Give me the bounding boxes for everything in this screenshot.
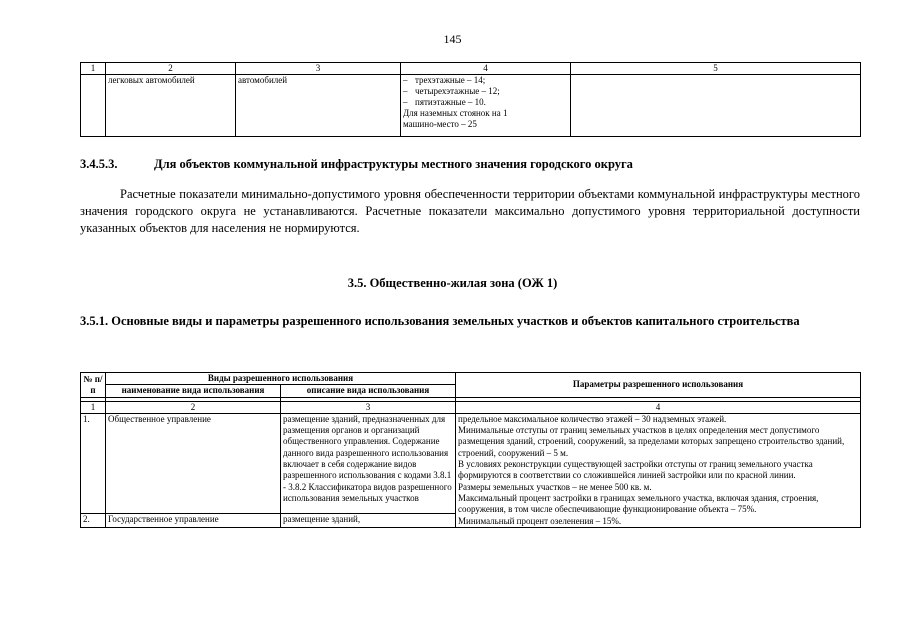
main-table (80, 372, 861, 528)
col-number: 3 (236, 63, 401, 75)
top-table-col-numbers (81, 63, 861, 75)
main-table-col-numbers (81, 401, 861, 413)
col-number: 4 (401, 63, 571, 75)
row-num: 1. (81, 413, 106, 513)
table-row (81, 75, 861, 137)
row-name: Государственное управление (106, 514, 281, 528)
header-types: Виды разрешенного использования (106, 373, 456, 385)
list-item: – четырехэтажные – 12; (403, 86, 500, 96)
param-line: Минимальный процент озеленения – 15%. (458, 515, 622, 526)
table-cell-col2: легковых автомобилей (106, 75, 236, 137)
header-params: Параметры разрешенного использования (456, 373, 861, 398)
table-cell-col4 (401, 75, 571, 137)
section-heading-35: 3.5. Общественно-жилая зона (ОЖ 1) (347, 276, 558, 290)
header-name: наименование вида использования (106, 385, 281, 397)
col-number: 1 (81, 401, 106, 413)
list-item: – трехэтажные – 14; (403, 75, 486, 85)
top-table (80, 62, 861, 137)
col-number: 2 (106, 401, 281, 413)
table-cell-col3: автомобилей (236, 75, 401, 137)
section-heading-3453 (80, 157, 633, 172)
row-description: размещение зданий, (281, 514, 456, 528)
section-number: 3.4.5.3. (80, 157, 118, 171)
header-num: № п/п (81, 373, 106, 398)
param-line: Максимальный процент застройки в границах земельного участка, включая здания, строения, сооружения, в том числе обеспечивающие функционирование объекта – 75%. (458, 492, 819, 515)
table-row (81, 413, 861, 513)
param-line: В условиях реконструкции существующей застройки отступы от границ земельного участка формируются в соответствии со сложившейся линией застройки или по красной линии. (458, 459, 813, 481)
tail-line: машино-место – 25 (403, 119, 477, 129)
param-line: предельное максимальное количество этажей – 30 надземных этажей. (458, 413, 727, 424)
header-description: описание вида использования (281, 385, 456, 397)
row-description: размещение зданий, предназначенных для размещения органов и организаций общественного управления. Содержание данного вида разрешенного использования включает в себя содержание видов разрешенного использования с кодами 3.8.1 - 3.8.2 Классификатора видов разрешенного использования земельных участков (281, 413, 456, 513)
col-number: 4 (456, 401, 861, 413)
tail-line: Для наземных стоянок на 1 (403, 108, 508, 118)
col-number: 1 (81, 63, 106, 75)
col-number: 2 (106, 63, 236, 75)
row-num: 2. (81, 514, 106, 528)
list-item: – пятиэтажные – 10. (403, 97, 486, 107)
section-title: Для объектов коммунальной инфраструктуры местного значения городского округа (154, 157, 633, 171)
row-params (456, 413, 861, 527)
header-row (81, 373, 861, 385)
col-number: 3 (281, 401, 456, 413)
col-number: 5 (571, 63, 861, 75)
table-cell-num (81, 75, 106, 137)
section-heading-351: 3.5.1. Основные виды и параметры разрешенного использования земельных участков и объектов капитального строительства (80, 314, 800, 328)
page-number: 145 (443, 32, 462, 46)
table-cell-col5 (571, 75, 861, 137)
section-paragraph: Расчетные показатели минимально-допустимого уровня обеспеченности территории объектами коммунальной инфраструктуры местного значения городского округа не устанавливаются. Расчетные показатели максимально допустимого уровня территориальной доступности указанных объектов для населения не нормируются. (80, 187, 860, 235)
row-name: Общественное управление (106, 413, 281, 513)
param-line: Размеры земельных участков – не менее 500 кв. м. (458, 481, 652, 492)
param-line: Минимальные отступы от границ земельных участков в целях определения мест допустимого размещения зданий, строений, сооружений, за пределами которых запрещено строительство зданий, строений, сооружений – 5 м. (458, 425, 845, 458)
